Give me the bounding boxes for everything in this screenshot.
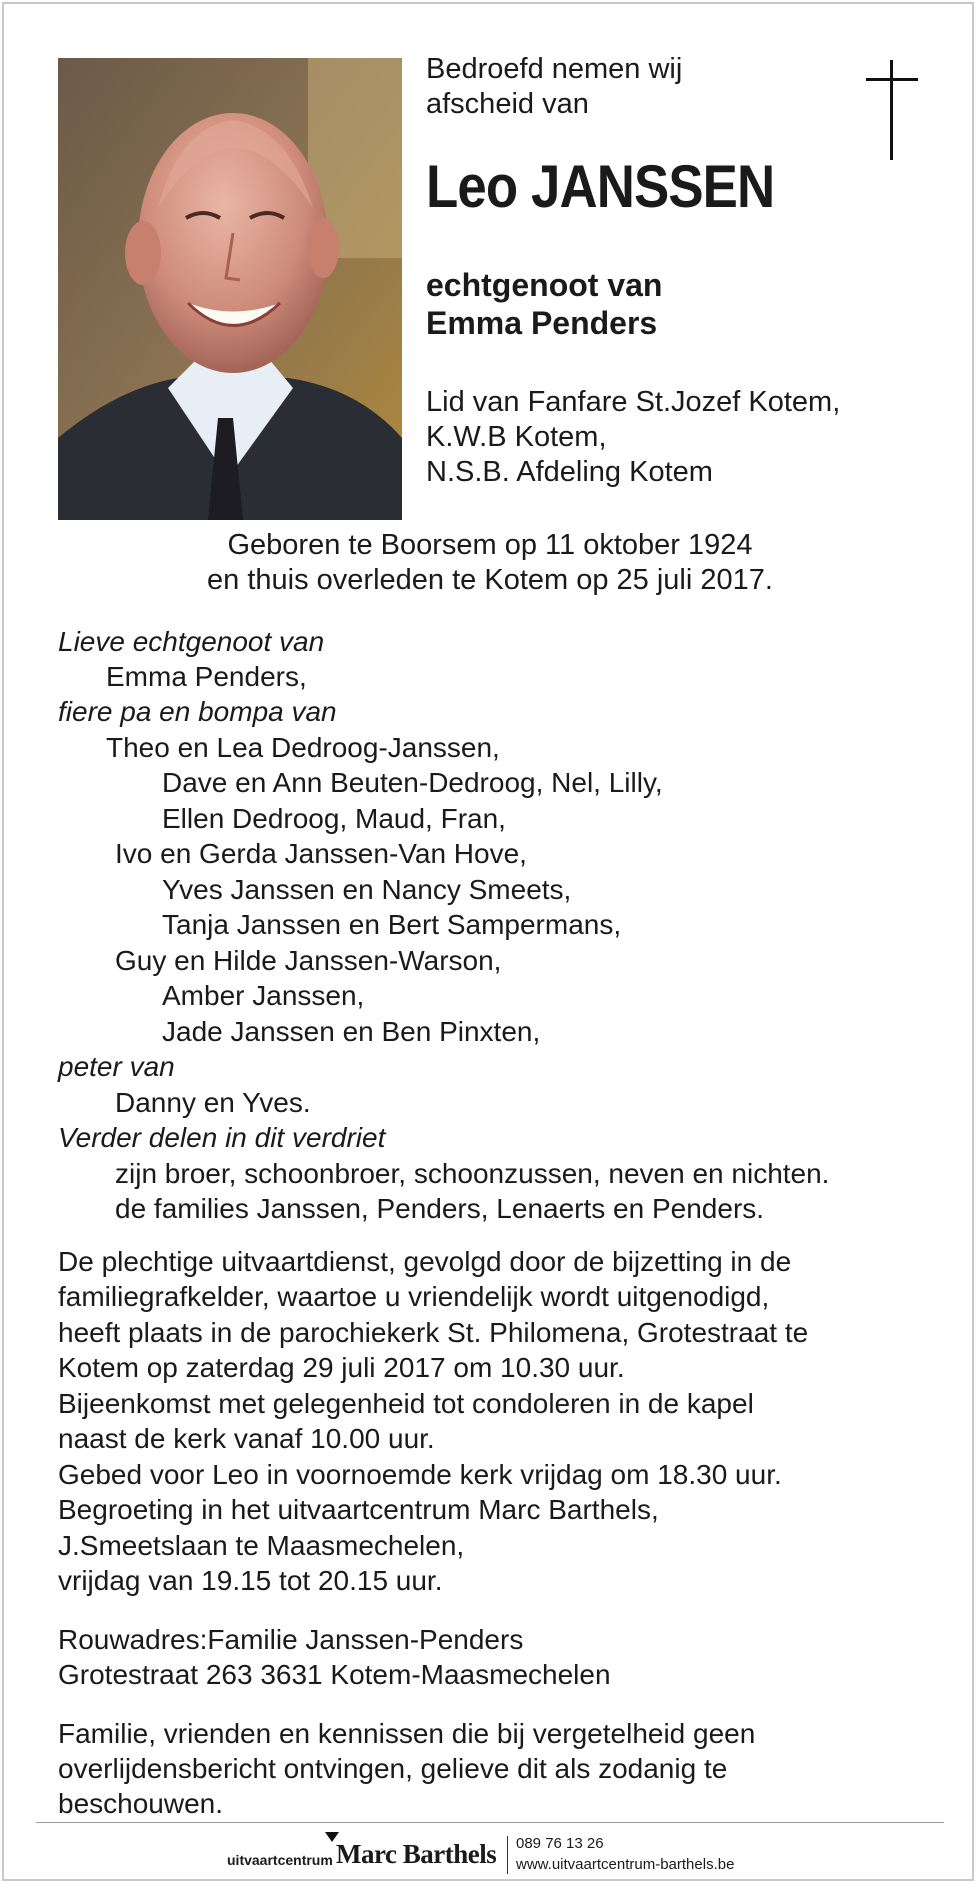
spouse-name: Emma Penders (426, 305, 658, 341)
membership-line: Lid van Fanfare St.Jozef Kotem, (426, 386, 841, 418)
spouse-line: echtgenoot van (426, 267, 663, 303)
family-member: Theo en Lea Dedroog-Janssen, (106, 732, 500, 763)
service-line: De plechtige uitvaartdienst, gevolgd door de bijzetting in de (58, 1246, 792, 1277)
service-line: Gebed voor Leo in voornoemde kerk vrijdag om 18.30 uur. (58, 1459, 782, 1490)
family-member: Ellen Dedroog, Maud, Fran, (162, 803, 506, 834)
family-heading: Lieve echtgenoot van (58, 626, 325, 657)
family-member: Ivo en Gerda Janssen-Van Hove, (115, 838, 527, 869)
family-heading: Verder delen in dit verdriet (58, 1122, 386, 1153)
service-line: Bijeenkomst met gelegenheid tot condoleren in de kapel (58, 1388, 754, 1419)
service-line: familiegrafkelder, waartoe u vriendelijk wordt uitgenodigd, (58, 1281, 770, 1312)
footer-brand: Marc Barthels (336, 1839, 497, 1869)
family-member: Tanja Janssen en Bert Sampermans, (162, 909, 622, 940)
death-line: en thuis overleden te Kotem op 25 juli 2017. (207, 564, 773, 596)
family-member: Jade Janssen en Ben Pinxten, (162, 1016, 541, 1047)
membership-line: N.S.B. Afdeling Kotem (426, 456, 713, 488)
birth-line: Geboren te Boorsem op 11 oktober 1924 (227, 529, 753, 561)
address-line: Rouwadres:Familie Janssen-Penders (58, 1624, 524, 1655)
closing-line: overlijdensbericht ontvingen, gelieve dit als zodanig te (58, 1753, 728, 1784)
service-line: J.Smeetslaan te Maasmechelen, (58, 1530, 465, 1561)
cross-icon (862, 60, 922, 160)
service-line: heeft plaats in de parochiekerk St. Philomena, Grotestraat te (58, 1317, 809, 1348)
footer-phone: 089 76 13 26 (516, 1835, 604, 1852)
family-member: Guy en Hilde Janssen-Warson, (115, 945, 502, 976)
family-member: Dave en Ann Beuten-Dedroog, Nel, Lilly, (162, 767, 663, 798)
closing-line: beschouwen. (58, 1788, 224, 1819)
deceased-name: Leo JANSSEN (426, 153, 775, 220)
service-line: naast de kerk vanaf 10.00 uur. (58, 1423, 435, 1454)
family-member: Amber Janssen, (162, 980, 365, 1011)
portrait-photo (58, 58, 402, 520)
service-line: Kotem op zaterdag 29 juli 2017 om 10.30 uur. (58, 1352, 625, 1383)
family-member: Danny en Yves. (115, 1087, 311, 1118)
service-line: vrijdag van 19.15 tot 20.15 uur. (58, 1565, 443, 1596)
intro-line: afscheid van (426, 88, 589, 120)
membership-line: K.W.B Kotem, (426, 421, 607, 453)
service-line: Begroeting in het uitvaartcentrum Marc Barthels, (58, 1494, 659, 1525)
address-line: Grotestraat 263 3631 Kotem-Maasmechelen (58, 1659, 611, 1690)
family-heading: peter van (58, 1051, 175, 1082)
family-heading: fiere pa en bompa van (58, 696, 337, 727)
footer-website: www.uitvaartcentrum-barthels.be (516, 1856, 735, 1873)
intro-line: Bedroefd nemen wij (426, 53, 683, 85)
closing-line: Familie, vrienden en kennissen die bij vergetelheid geen (58, 1718, 756, 1749)
footer-separator (507, 1836, 508, 1874)
family-member: Yves Janssen en Nancy Smeets, (162, 874, 572, 905)
footer-prefix: uitvaartcentrum (227, 1852, 333, 1868)
family-member: Emma Penders, (106, 661, 307, 692)
family-member: zijn broer, schoonbroer, schoonzussen, neven en nichten. (115, 1158, 830, 1189)
footer-divider (36, 1822, 944, 1823)
family-member: de families Janssen, Penders, Lenaerts en Penders. (115, 1193, 765, 1224)
